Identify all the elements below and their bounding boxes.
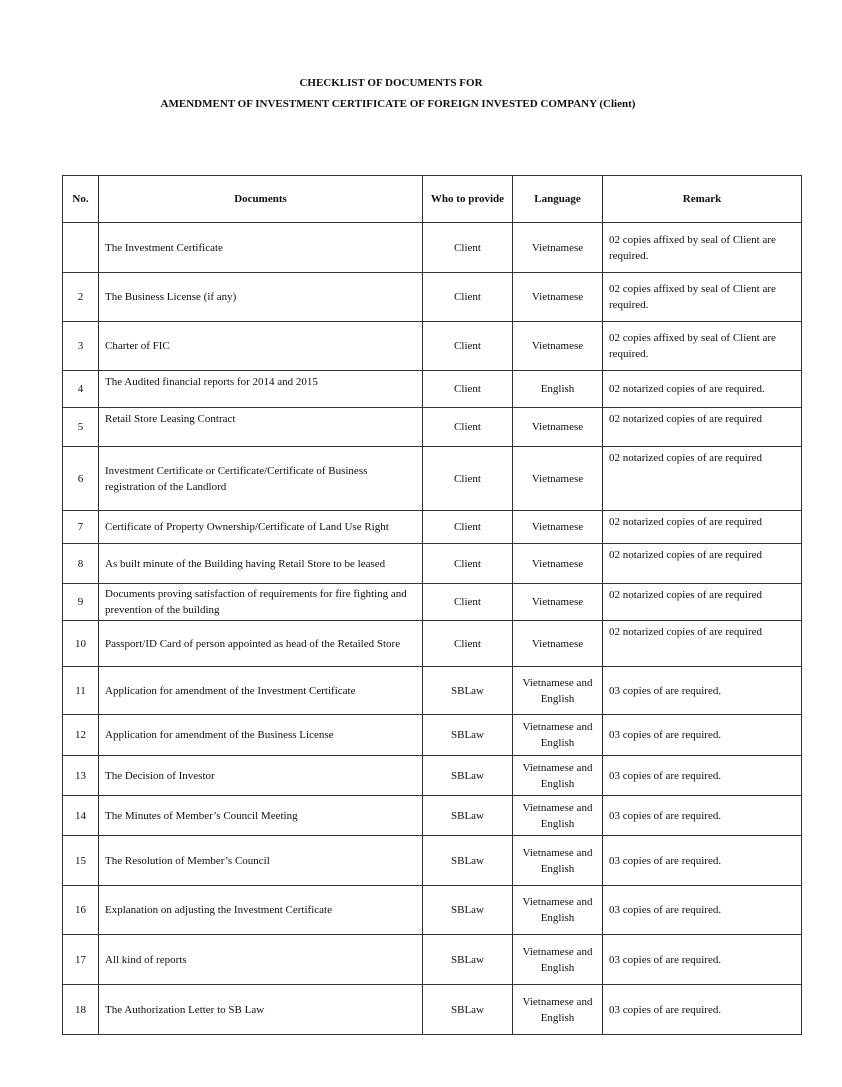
row-language: Vietnamese <box>513 273 603 322</box>
row-language: Vietnamese and English <box>513 667 603 715</box>
row-who-to-provide: Client <box>423 273 513 322</box>
header-remark: Remark <box>603 176 802 223</box>
row-number: 13 <box>63 756 99 796</box>
row-who-to-provide: SBLaw <box>423 715 513 756</box>
table-row <box>63 322 802 371</box>
row-language: Vietnamese <box>513 584 603 621</box>
row-who-to-provide: SBLaw <box>423 756 513 796</box>
row-number: 9 <box>63 584 99 621</box>
table-row <box>63 447 802 511</box>
row-number: 16 <box>63 886 99 935</box>
row-number: 8 <box>63 544 99 584</box>
row-who-to-provide: SBLaw <box>423 886 513 935</box>
table-row <box>63 584 802 621</box>
row-remark: 02 copies affixed by seal of Client are required. <box>603 322 802 371</box>
row-who-to-provide: Client <box>423 223 513 273</box>
table-row <box>63 667 802 715</box>
table-row <box>63 408 802 447</box>
row-document: The Decision of Investor <box>99 756 423 796</box>
row-who-to-provide: Client <box>423 544 513 584</box>
table-row <box>63 621 802 667</box>
row-number: 11 <box>63 667 99 715</box>
table-row <box>63 371 802 408</box>
row-language: Vietnamese <box>513 322 603 371</box>
table-row <box>63 796 802 836</box>
row-language: Vietnamese and English <box>513 985 603 1035</box>
row-language: Vietnamese and English <box>513 756 603 796</box>
row-language: Vietnamese <box>513 223 603 273</box>
table-row <box>63 273 802 322</box>
row-remark: 03 copies of are required. <box>603 886 802 935</box>
row-number: 2 <box>63 273 99 322</box>
row-language: Vietnamese <box>513 408 603 447</box>
row-document: Documents proving satisfaction of requirements for fire fighting and prevention of the building <box>99 584 423 621</box>
row-number: 14 <box>63 796 99 836</box>
row-who-to-provide: Client <box>423 322 513 371</box>
row-remark: 03 copies of are required. <box>603 935 802 985</box>
row-remark: 03 copies of are required. <box>603 836 802 886</box>
row-remark: 02 notarized copies of are required <box>603 544 802 584</box>
documents-checklist-table <box>62 175 802 1035</box>
row-remark: 02 notarized copies of are required <box>603 621 802 667</box>
header-language: Language <box>513 176 603 223</box>
row-number: 6 <box>63 447 99 511</box>
row-who-to-provide: SBLaw <box>423 935 513 985</box>
table-row <box>63 715 802 756</box>
row-document: The Business License (if any) <box>99 273 423 322</box>
table-row <box>63 935 802 985</box>
table-header-row <box>63 176 802 223</box>
row-number <box>63 223 99 273</box>
row-language: Vietnamese and English <box>513 935 603 985</box>
row-number: 12 <box>63 715 99 756</box>
table-row <box>63 985 802 1035</box>
row-number: 3 <box>63 322 99 371</box>
row-who-to-provide: SBLaw <box>423 836 513 886</box>
table-row <box>63 886 802 935</box>
row-who-to-provide: SBLaw <box>423 985 513 1035</box>
row-number: 7 <box>63 511 99 544</box>
row-document: As built minute of the Building having Retail Store to be leased <box>99 544 423 584</box>
table-row <box>63 511 802 544</box>
row-remark: 03 copies of are required. <box>603 715 802 756</box>
table-row <box>63 756 802 796</box>
row-remark: 03 copies of are required. <box>603 985 802 1035</box>
document-title <box>0 73 842 115</box>
row-remark: 03 copies of are required. <box>603 796 802 836</box>
row-remark: 03 copies of are required. <box>603 667 802 715</box>
row-document: Passport/ID Card of person appointed as head of the Retailed Store <box>99 621 423 667</box>
row-who-to-provide: Client <box>423 584 513 621</box>
row-number: 4 <box>63 371 99 408</box>
title-line-1: CHECKLIST OF DOCUMENTS FOR <box>299 77 483 89</box>
row-document: Investment Certificate or Certificate/Certificate of Business registration of the Landlord <box>99 447 423 511</box>
table-row <box>63 223 802 273</box>
row-remark: 02 copies affixed by seal of Client are required. <box>603 273 802 322</box>
header-documents: Documents <box>99 176 423 223</box>
row-remark: 02 copies affixed by seal of Client are required. <box>603 223 802 273</box>
row-language: Vietnamese and English <box>513 886 603 935</box>
row-language: Vietnamese and English <box>513 836 603 886</box>
row-remark: 03 copies of are required. <box>603 756 802 796</box>
row-document: Certificate of Property Ownership/Certificate of Land Use Right <box>99 511 423 544</box>
row-who-to-provide: SBLaw <box>423 796 513 836</box>
row-number: 5 <box>63 408 99 447</box>
row-document: The Minutes of Member’s Council Meeting <box>99 796 423 836</box>
table-row <box>63 544 802 584</box>
header-no: No. <box>63 176 99 223</box>
row-language: English <box>513 371 603 408</box>
row-document: Retail Store Leasing Contract <box>99 408 423 447</box>
row-language: Vietnamese <box>513 447 603 511</box>
row-language: Vietnamese <box>513 511 603 544</box>
row-remark: 02 notarized copies of are required <box>603 584 802 621</box>
row-who-to-provide: Client <box>423 621 513 667</box>
row-who-to-provide: Client <box>423 408 513 447</box>
row-document: Explanation on adjusting the Investment Certificate <box>99 886 423 935</box>
row-number: 15 <box>63 836 99 886</box>
row-who-to-provide: Client <box>423 511 513 544</box>
row-remark: 02 notarized copies of are required <box>603 511 802 544</box>
header-who-to-provide: Who to provide <box>423 176 513 223</box>
row-number: 18 <box>63 985 99 1035</box>
row-remark: 02 notarized copies of are required. <box>603 371 802 408</box>
row-who-to-provide: Client <box>423 371 513 408</box>
row-language: Vietnamese <box>513 544 603 584</box>
row-language: Vietnamese <box>513 621 603 667</box>
row-language: Vietnamese and English <box>513 796 603 836</box>
row-remark: 02 notarized copies of are required <box>603 408 802 447</box>
row-number: 17 <box>63 935 99 985</box>
table-row <box>63 836 802 886</box>
row-who-to-provide: Client <box>423 447 513 511</box>
row-remark: 02 notarized copies of are required <box>603 447 802 511</box>
row-document: The Authorization Letter to SB Law <box>99 985 423 1035</box>
row-document: Charter of FIC <box>99 322 423 371</box>
title-line-2: AMENDMENT OF INVESTMENT CERTIFICATE OF FOREIGN INVESTED COMPANY (Client) <box>160 98 636 110</box>
row-language: Vietnamese and English <box>513 715 603 756</box>
row-who-to-provide: SBLaw <box>423 667 513 715</box>
row-document: Application for amendment of the Investment Certificate <box>99 667 423 715</box>
row-document: Application for amendment of the Business License <box>99 715 423 756</box>
row-number: 10 <box>63 621 99 667</box>
row-document: The Investment Certificate <box>99 223 423 273</box>
row-document: The Audited financial reports for 2014 and 2015 <box>99 371 423 408</box>
row-document: The Resolution of Member’s Council <box>99 836 423 886</box>
row-document: All kind of reports <box>99 935 423 985</box>
